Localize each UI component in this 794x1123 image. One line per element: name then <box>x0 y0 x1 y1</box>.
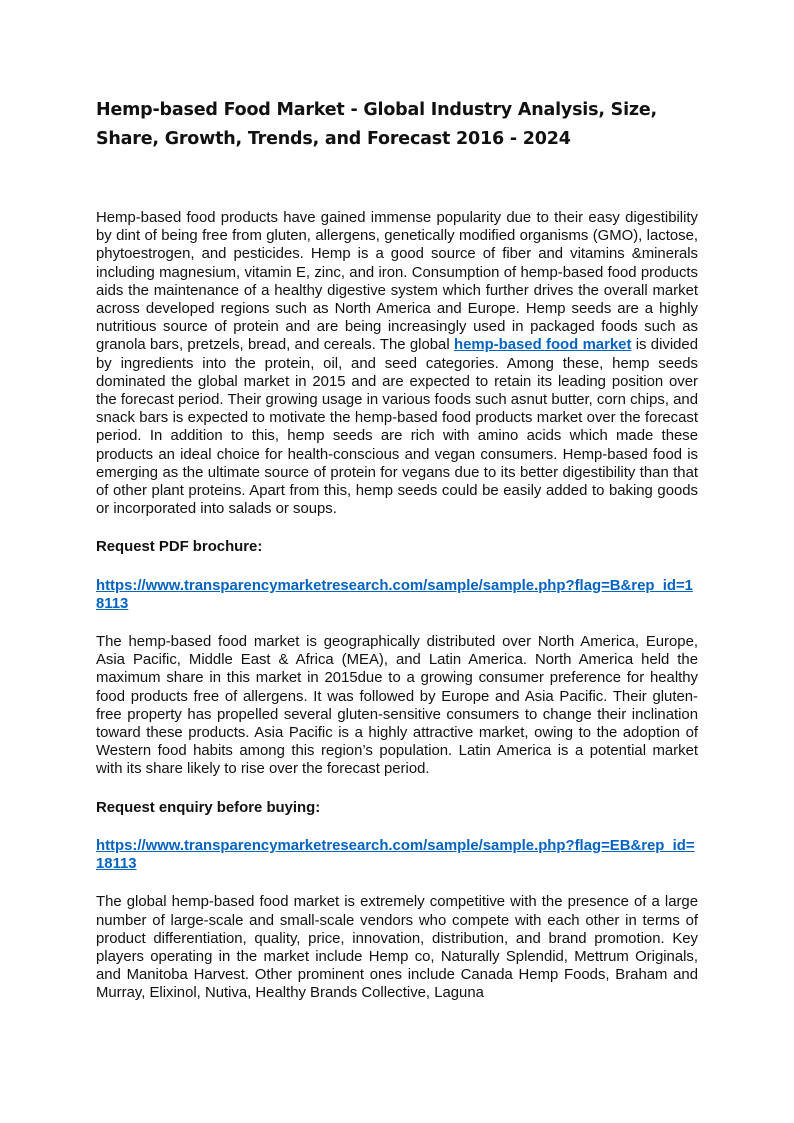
brochure-link[interactable]: https://www.transparencymarketresearch.com/sample/sample.php?flag=B&rep_id=18113 <box>96 577 693 612</box>
intro-text-before: Hemp-based food products have gained immense popularity due to their easy digestibility by dint of being free from gluten, allergens, genetically modified organisms (GMO), lactose, phytoestrogen, and pesticides. Hemp is a good source of fiber and vitamins &minerals including magnesium, vitamin E, zinc, and iron. Consumption of hemp-based food products aids the maintenance of a healthy digestive system which further drives the overall market across developed regions such as North America and Europe. Hemp seeds are a highly nutritious source of protein and are being increasingly used in packaged foods such as granola bars, pretzels, bread, and cereals. The global <box>96 210 698 354</box>
document-body <box>96 209 698 1003</box>
brochure-link-line <box>96 577 698 613</box>
enquiry-link-line <box>96 837 698 873</box>
hemp-food-market-link[interactable]: hemp-based food market <box>453 337 632 354</box>
brochure-label: Request PDF brochure: <box>96 539 263 556</box>
intro-paragraph <box>96 209 698 518</box>
enquiry-link[interactable]: https://www.transparencymarketresearch.com/sample/sample.php?flag=EB&rep_id=18113 <box>96 837 695 873</box>
enquiry-label: Request enquiry before buying: <box>96 799 321 816</box>
intro-text-after: is divided by ingredients into the protein, oil, and seed categories. Among these, hemp seeds dominated the global market in 2015 and are expected to retain its leading position over the forecast period. Their growing usage in various foods such asnut butter, corn chips, and snack bars is expected to motivate the hemp-based food products market over the forecast period. In addition to this, hemp seeds are rich with amino acids which made these products an ideal choice for health-conscious and vegan consumers. Hemp-based food is emerging as the ultimate source of protein for vegans due to its better digestibility than that of other plant proteins. Apart from this, hemp seeds could be easily added to baking goods or incorporated into salads or soups. <box>96 337 698 518</box>
page-header <box>96 96 698 154</box>
regional-paragraph: The hemp-based food market is geographically distributed over North America, Europe, Asia Pacific, Middle East & Africa (MEA), and Latin America. North America held the maximum share in this market in 2015due to a growing consumer preference for healthy food products free of allergens. It was followed by Europe and Asia Pacific. Their gluten-free property has propelled several gluten-sensitive consumers to change their inclination toward these products. Asia Pacific is a highly attractive market, owing to the adoption of Western food habits among this region’s population. Latin America is a potential market with its share likely to rise over the forecast period. <box>96 634 698 778</box>
page-title: Hemp-based Food Market - Global Industry Analysis, Size, Share, Growth, Trends, and Forecast 2016 - 2024 <box>96 100 657 149</box>
competition-paragraph: The global hemp-based food market is extremely competitive with the presence of a large number of large-scale and small-scale vendors who compete with each other in terms of product differentiation, quality, price, innovation, distribution, and brand promotion. Key players operating in the market include Hemp co, Naturally Splendid, Mettrum Originals, and Manitoba Harvest. Other prominent ones include Canada Hemp Foods, Braham and Murray, Elixinol, Nutiva, Healthy Brands Collective, Laguna <box>96 894 698 1002</box>
